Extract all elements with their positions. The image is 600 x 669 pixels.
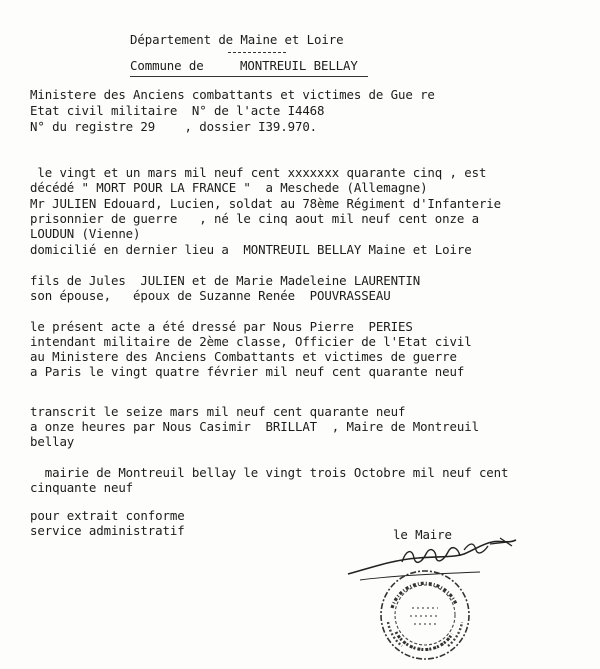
header-divider [228,52,286,53]
body-line: Mr JULIEN Edouard, Lucien, soldat au 78ème Régiment d'Infanterie [30,196,502,211]
commune-underline [130,76,368,77]
body-line: le présent acte a été dressé par Nous Pierre PERIES [30,319,413,334]
body-line: mairie de Montreuil bellay le vingt trois Octobre mil neuf cent [30,465,509,480]
body-line: pour extrait conforme [30,508,185,523]
commune-label: Commune de [130,58,204,73]
body-line: intendant militaire de 2ème classe, Officier de l'Etat civil [30,334,472,349]
body-line: domicilié en dernier lieu a MONTREUIL BELLAY Maine et Loire [30,242,472,257]
body-line: au Ministere des Anciens Combattants et victimes de guerre [30,349,457,364]
department-heading: Département de Maine et Loire [130,32,344,47]
body-line: a Paris le vingt quatre février mil neuf cent quarante neuf [30,364,465,379]
signature-label: le Maire [393,527,452,542]
body-line: décédé " MORT POUR LA FRANCE " a Meschede (Allemagne) [30,180,428,195]
body-line: son épouse, époux de Suzanne Renée POUVRASSEAU [30,288,391,303]
commune-name: MONTREUIL BELLAY [240,58,358,73]
acte-number-line: Etat civil militaire N° de l'acte I4468 [30,103,325,118]
body-line: bellay [30,434,75,449]
body-line: service administratif [30,523,185,538]
body-line: LOUDUN (Vienne) [30,226,141,241]
registre-line: N° du registre 29 , dossier I39.970. [30,119,318,134]
body-line: le vingt et un mars mil neuf cent xxxxxxx quarante cinq , est [30,165,487,180]
body-line: fils de Jules JULIEN et de Marie Madeleine LAURENTIN [30,273,421,288]
ministry-line: Ministere des Anciens combattants et victimes de Gue re [30,87,435,102]
body-line: cinquante neuf [30,480,134,495]
official-seal [378,568,472,662]
body-line: prisonnier de guerre , né le cinq aout mil neuf cent onze a [30,211,479,226]
body-line: transcrit le seize mars mil neuf cent quarante neuf [30,404,406,419]
body-line: a onze heures par Nous Casimir BRILLAT , Maire de Montreuil [30,419,479,434]
